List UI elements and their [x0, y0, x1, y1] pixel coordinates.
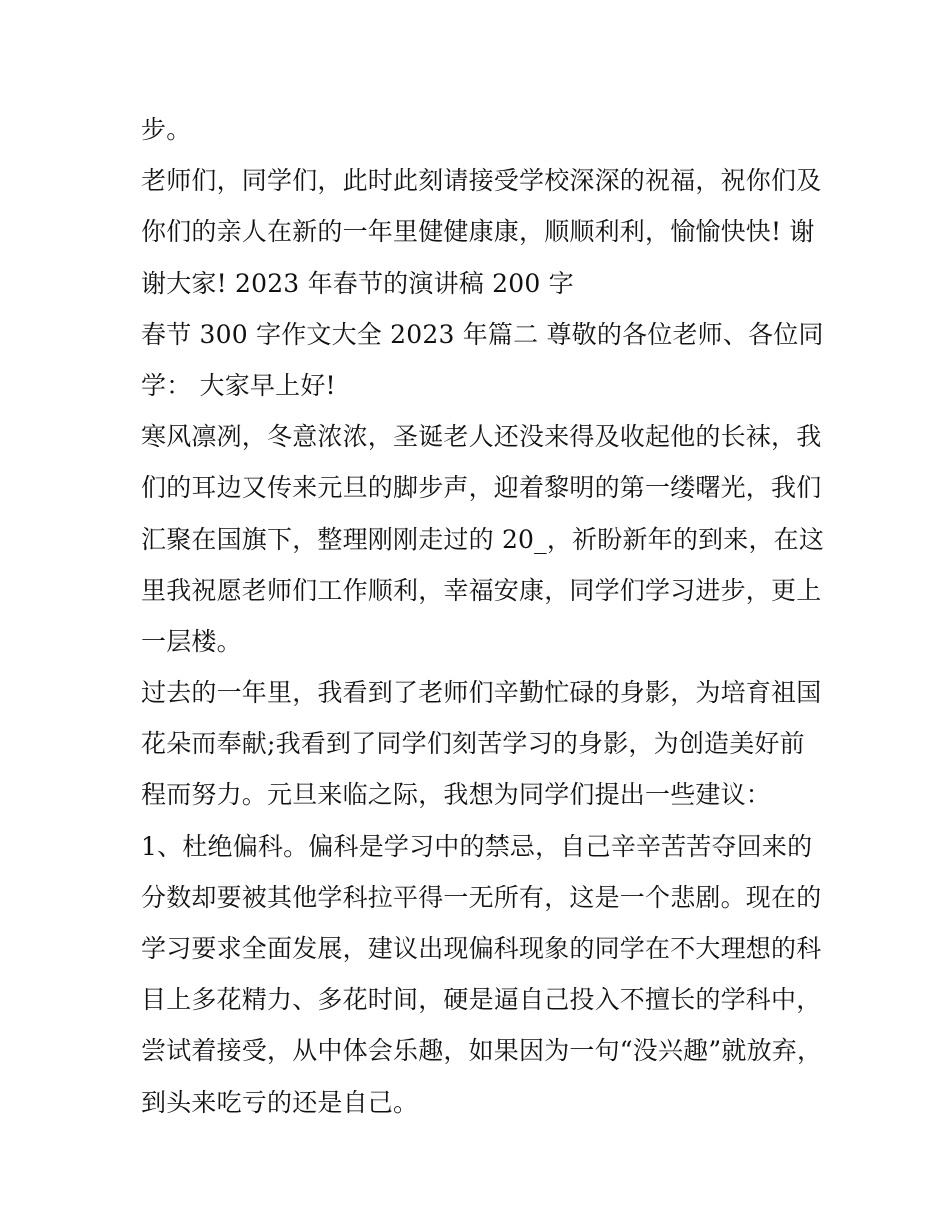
text-line: 1、杜绝偏科。偏科是学习中的禁忌，自己辛辛苦苦夺回来的 [141, 831, 813, 861]
text-line: 分数却要被其他学科拉平得一无所有，这是一个悲剧。现在的 [141, 882, 822, 912]
text-line: 程而努力。元旦来临之际，我想为同学们提出一些建议： [141, 780, 772, 810]
text-line: 你们的亲人在新的一年里健健康康，顺顺利利，愉愉快快! 谢 [141, 217, 815, 247]
document-body [141, 104, 825, 1128]
text-line: 学习要求全面发展，建议出现偏科现象的同学在不大理想的科 [141, 934, 822, 963]
text-line: 过去的一年里，我看到了老师们辛勤忙碌的身影，为培育祖国 [141, 678, 822, 708]
text-line: 到头来吃亏的还是自己。 [141, 1087, 419, 1117]
text-line: 汇聚在国旗下，整理刚刚走过的 20_，祈盼新年的到来，在这 [141, 524, 825, 554]
text-line: 谢大家! 2023 年春节的演讲稿 200 字 [141, 268, 574, 298]
text-line: 春节 300 字作文大全 2023 年篇二 尊敬的各位老师、各位同 [141, 319, 824, 349]
text-line: 步。 [141, 115, 192, 144]
text-line: 尝试着接受，从中体会乐趣，如果因为一句“没兴趣”就放弃， [141, 1036, 823, 1066]
text-line: 花朵而奉献;我看到了同学们刻苦学习的身影，为创造美好前 [141, 729, 805, 759]
text-line: 寒风凛冽，冬意浓浓，圣诞老人还没来得及收起他的长袜，我 [141, 422, 822, 452]
text-line: 里我祝愿老师们工作顺利，幸福安康，同学们学习进步，更上 [141, 575, 822, 605]
text-line: 学： 大家早上好! [141, 370, 336, 400]
text-line: 一层楼。 [141, 626, 242, 656]
text-line: 老师们，同学们，此时此刻请接受学校深深的祝福，祝你们及 [141, 166, 822, 196]
text-line: 目上多花精力、多花时间，硬是逼自己投入不擅长的学科中， [141, 985, 822, 1015]
text-line: 们的耳边又传来元旦的脚步声，迎着黎明的第一缕曙光，我们 [141, 473, 822, 503]
